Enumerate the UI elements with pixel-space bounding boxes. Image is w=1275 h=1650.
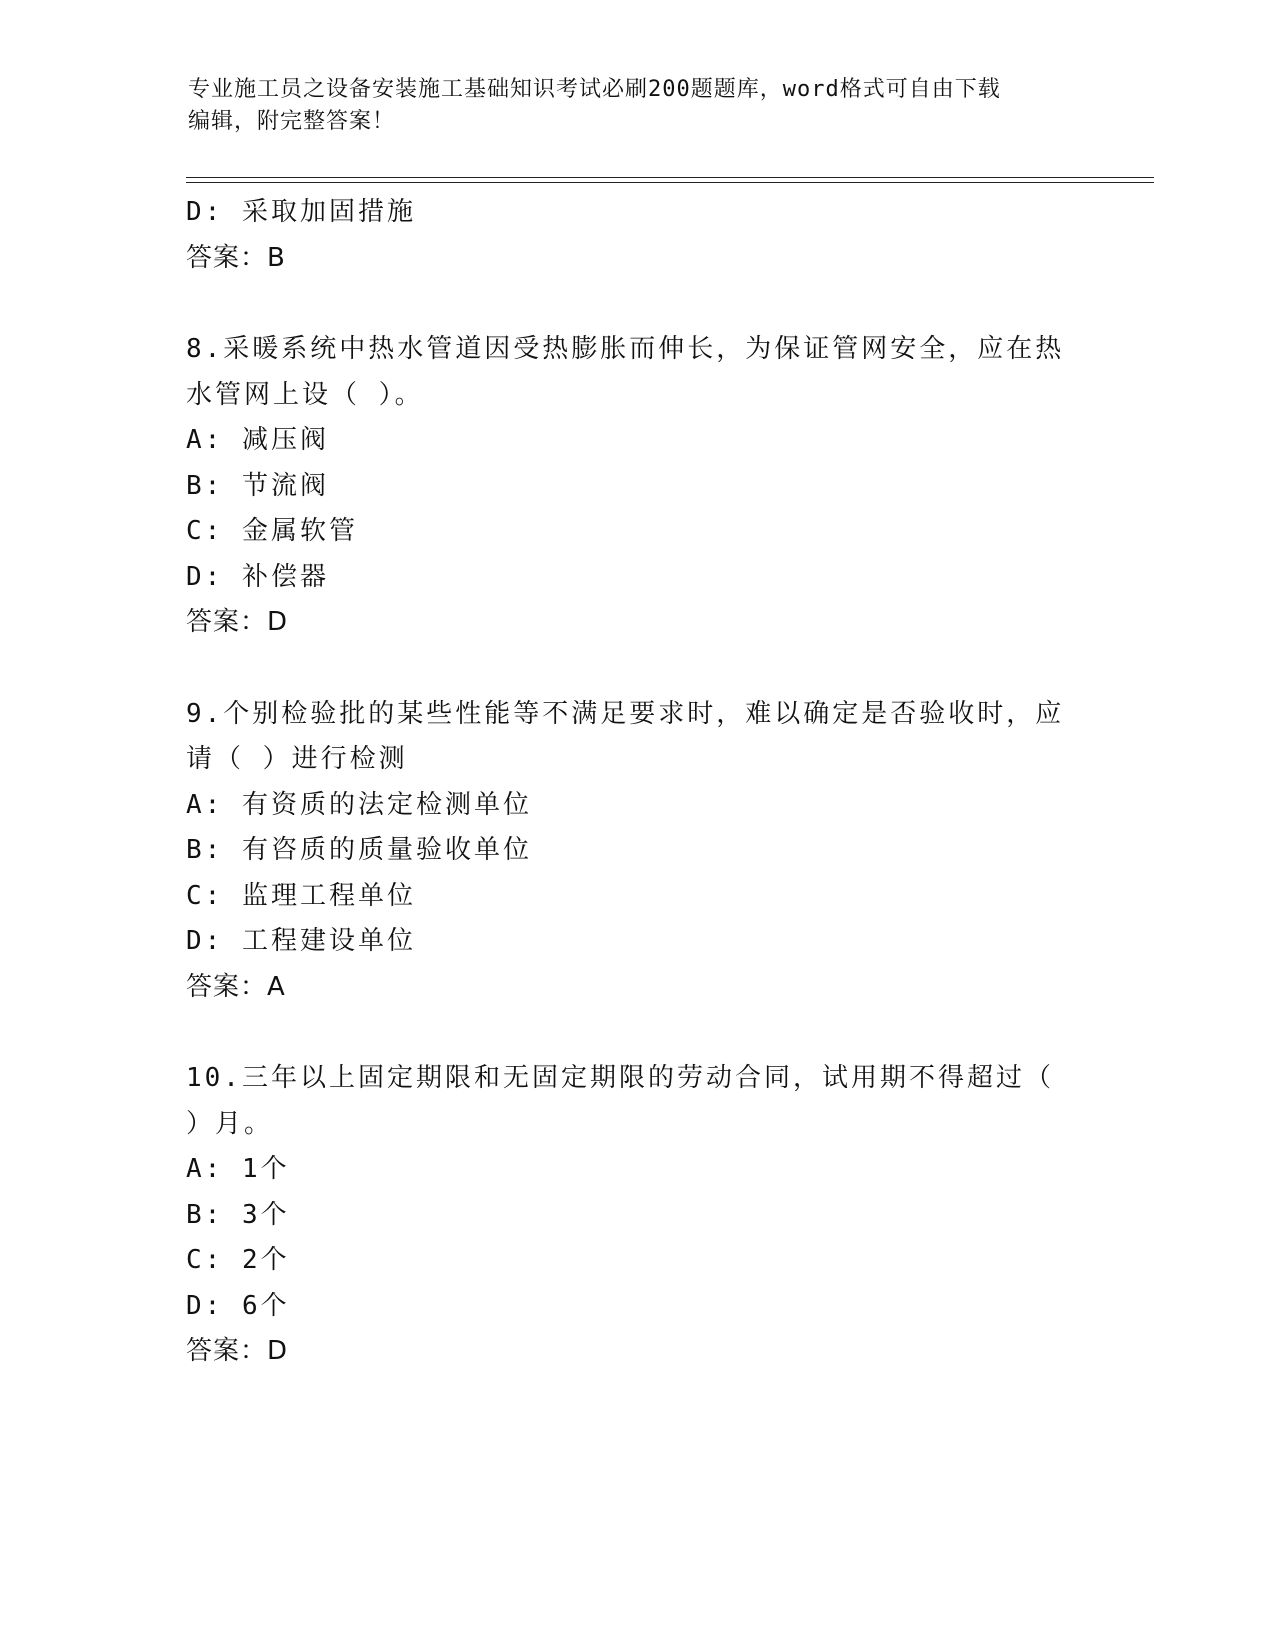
question-7-answer: 答案：B: [186, 242, 286, 273]
question-10-option-a: A: 1个: [186, 1154, 290, 1184]
question-9-answer: 答案：A: [186, 971, 286, 1002]
question-9-stem-line-1: 9.个别检验批的某些性能等不满足要求时，难以确定是否验收时，应: [186, 698, 1065, 729]
document-header: [188, 74, 1088, 138]
question-10-option-c: C: 2个: [186, 1245, 290, 1275]
question-7-option-d: D: 采取加固措施: [186, 197, 416, 227]
header-divider-bottom: [186, 182, 1154, 183]
question-10-stem-line-2: ）月。: [186, 1108, 274, 1139]
question-9: [186, 692, 1086, 1011]
header-title-line-2: 编辑，附完整答案！: [188, 109, 396, 134]
question-9-stem-line-2: 请（ ）进行检测: [186, 744, 408, 774]
question-10-answer: 答案：D: [186, 1336, 289, 1366]
spacer: [186, 1010, 1086, 1056]
question-9-option-c: C: 监理工程单位: [186, 880, 416, 911]
spacer: [186, 281, 1086, 327]
question-8: [186, 327, 1086, 646]
question-10-option-d: D: 6个: [186, 1290, 290, 1321]
question-9-option-d: D: 工程建设单位: [186, 926, 416, 956]
question-10-option-b: B: 3个: [186, 1199, 290, 1230]
question-8-option-c: C: 金属软管: [186, 516, 358, 546]
question-8-option-a: A: 减压阀: [186, 425, 329, 455]
question-8-option-d: D: 补偿器: [186, 561, 329, 592]
question-list: [186, 190, 1086, 1375]
question-8-stem-line-2: 水管网上设（ ）。: [186, 379, 424, 410]
header-title-line-1: 专业施工员之设备安装施工基础知识考试必刷200题题库，word格式可自由下载: [188, 77, 1001, 102]
spacer: [186, 646, 1086, 692]
header-divider-top: [186, 177, 1154, 178]
question-8-stem-line-1: 8.采暖系统中热水管道因受热膨胀而伸长，为保证管网安全，应在热: [186, 334, 1065, 364]
question-9-option-a: A: 有资质的法定检测单位: [186, 789, 532, 820]
question-8-option-b: B: 节流阀: [186, 470, 329, 501]
question-9-option-b: B: 有咨质的质量验收单位: [186, 835, 532, 865]
question-10: [186, 1056, 1086, 1375]
question-8-answer: 答案：D: [186, 607, 289, 637]
question-7-tail: [186, 190, 1086, 281]
question-10-stem-line-1: 10.三年以上固定期限和无固定期限的劳动合同，试用期不得超过（: [186, 1063, 1054, 1093]
